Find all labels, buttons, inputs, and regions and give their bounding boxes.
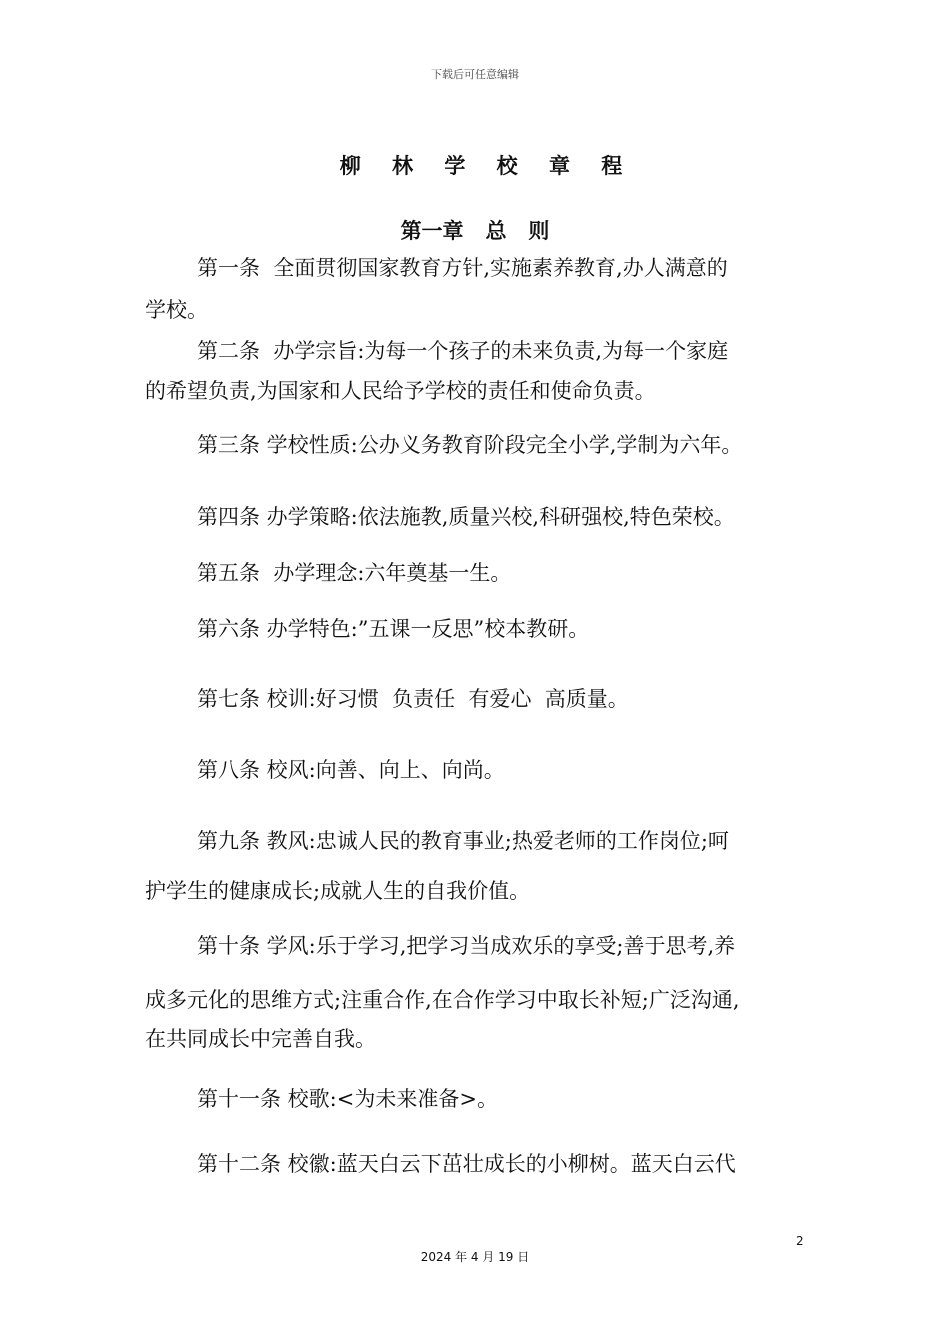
article-5: 第五条 办学理念:六年奠基一生。: [197, 561, 512, 585]
article-2-line-1: 第二条 办学宗旨:为每一个孩子的未来负责,为每一个家庭: [197, 339, 729, 363]
article-1-line-1: 第一条 全面贯彻国家教育方针,实施素养教育,办人满意的: [197, 256, 728, 280]
article-7: 第七条 校训:好习惯 负责任 有爱心 高质量。: [197, 687, 629, 711]
article-10-line-1: 第十条 学风:乐于学习,把学习当成欢乐的享受;善于思考,养: [197, 934, 736, 958]
header-note: 下载后可任意编辑: [431, 68, 519, 81]
article-3: 第三条 学校性质:公办义务教育阶段完全小学,学制为六年。: [197, 433, 743, 457]
footer-date: 2024 年 4 月 19 日: [420, 1250, 530, 1264]
article-10-line-2: 成多元化的思维方式;注重合作,在合作学习中取长补短;广泛沟通,: [145, 988, 740, 1012]
article-6: 第六条 办学特色:”五课一反思”校本教研。: [197, 617, 590, 641]
article-12-line-1: 第十二条 校徽:蓝天白云下茁壮成长的小柳树。蓝天白云代: [197, 1152, 736, 1176]
article-10-line-3: 在共同成长中完善自我。: [145, 1027, 376, 1051]
article-9-line-2: 护学生的健康成长;成就人生的自我价值。: [145, 879, 531, 903]
chapter-title: 第一章 总 则: [400, 219, 550, 243]
article-1-line-2: 学校。: [145, 298, 208, 322]
article-2-line-2: 的希望负责,为国家和人民给予学校的责任和使命负责。: [145, 379, 656, 403]
article-11: 第十一条 校歌:<为未来准备>。: [197, 1087, 498, 1111]
document-title: 柳 林 学 校 章 程: [339, 154, 635, 178]
page-number: 2: [796, 1234, 804, 1248]
article-9-line-1: 第九条 教风:忠诚人民的教育事业;热爱老师的工作岗位;呵: [197, 829, 729, 853]
article-8: 第八条 校风:向善、向上、向尚。: [197, 758, 505, 782]
article-4: 第四条 办学策略:依法施教,质量兴校,科研强校,特色荣校。: [197, 505, 735, 529]
